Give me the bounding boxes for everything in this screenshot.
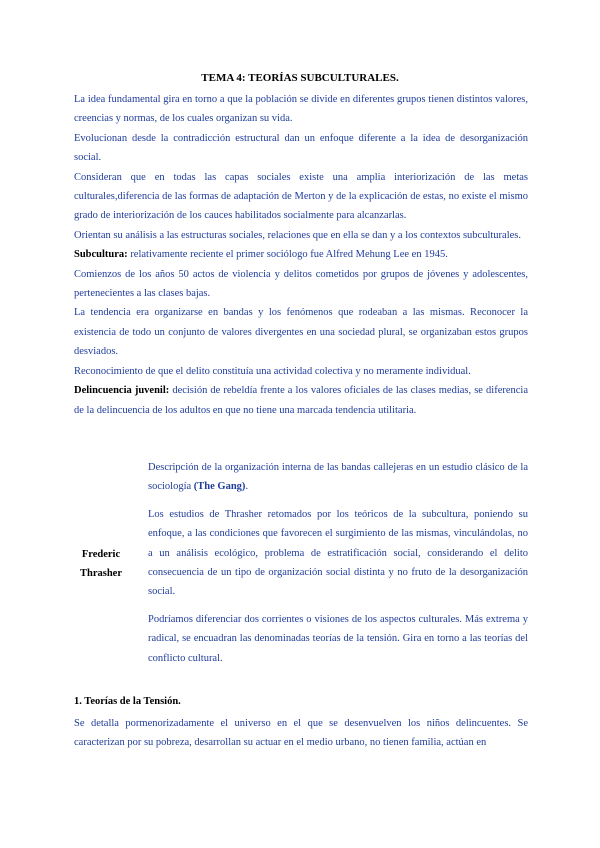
body-text	[74, 90, 528, 420]
document-title: TEMA 4: TEORÍAS SUBCULTURALES.	[201, 72, 399, 84]
frederic-paragraph-2: Los estudios de Thrasher retomados por los teóricos de la subcultura, poniendo su enfoque, a las condiciones que favorecen el surgimiento de las mismas, vinculándolas, no a un análisis ecológico, problema de estratificación social, considerando el delito consecuencia de un tipo de organización social distinta y no fruto de la desorganización social.	[148, 508, 528, 598]
frederic-paragraph-3: Podríamos diferenciar dos corrientes o visiones de los aspectos culturales. Más extrema y radical, se encuadran las denominadas teorías de la tensión. Gira en torno a las teorías del conflicto cultural.	[148, 613, 528, 664]
frederic-description	[148, 458, 528, 676]
subcultura-text: relativamente reciente el primer sociólogo fue Alfred Mehung Lee en 1945.	[127, 249, 448, 261]
frederic-p1-text: Descripción de la organización interna de las bandas callejeras en un estudio clásico de la sociología	[148, 462, 528, 493]
delincuencia-paragraph	[74, 381, 528, 420]
paragraph: Reconocimiento de que el delito constituía una actividad colectiva y no meramente individual.	[74, 365, 471, 377]
frederic-paragraph-1	[148, 458, 528, 497]
paragraph: Orientan su análisis a las estructuras sociales, relaciones que en ella se dan y a los contextos subculturales.	[74, 229, 521, 241]
paragraph: Consideran que en todas las capas sociales existe una amplia interiorización de las metas culturales,diferencia de las formas de adaptación de Merton y de la explicación de estas, no existe el mismo grado de interiorización de los cauces habilitados socialmente para alcanzarlas.	[74, 171, 528, 222]
frederic-thrasher-label	[70, 545, 132, 584]
frederic-p1-end: .	[245, 481, 249, 493]
delincuencia-label: Delincuencia juvenil:	[74, 385, 170, 397]
frederic-first-name: Frederic	[81, 549, 121, 560]
paragraph: La idea fundamental gira en torno a que la población se divide en diferentes grupos tienen distintos valores, creencias y normas, de los cuales organizan su vida.	[74, 94, 528, 125]
section-heading: 1. Teorías de la Tensión.	[74, 696, 181, 707]
paragraph: Comienzos de los años 50 actos de violencia y delitos cometidos por grupos de jóvenes y adolescentes, pertenecientes a las clases bajas.	[74, 268, 528, 300]
subcultura-label: Subcultura:	[74, 249, 128, 261]
delincuencia-text: decisión de rebeldía frente a los valores oficiales de las clases medias, se diferencia de la delincuencia de los adultos en que no tiene una marcada tendencia utilitaria.	[74, 385, 528, 416]
subcultura-paragraph	[74, 245, 528, 264]
the-gang-title: (The Gang)	[193, 481, 246, 493]
paragraph: La tendencia era organizarse en bandas y los fenómenos que rodeaban a las mismas. Reconocer la existencia de todo un conjunto de valores divergentes en una sociedad plural, se organizaban estos grupos desviados.	[74, 307, 528, 358]
frederic-last-name: Thrasher	[80, 568, 122, 580]
section-body	[74, 714, 528, 753]
paragraph: Evolucionan desde la contradicción estructural dan un enfoque diferente a la idea de desorganización social.	[74, 132, 528, 164]
section-paragraph: Se detalla pormenorizadamente el universo en el que se desenvuelven los niños delincuentes. Se caracterizan por su pobreza, desarrollan su actuar en el medio urbano, no tienen familia, actúan en	[74, 718, 528, 749]
